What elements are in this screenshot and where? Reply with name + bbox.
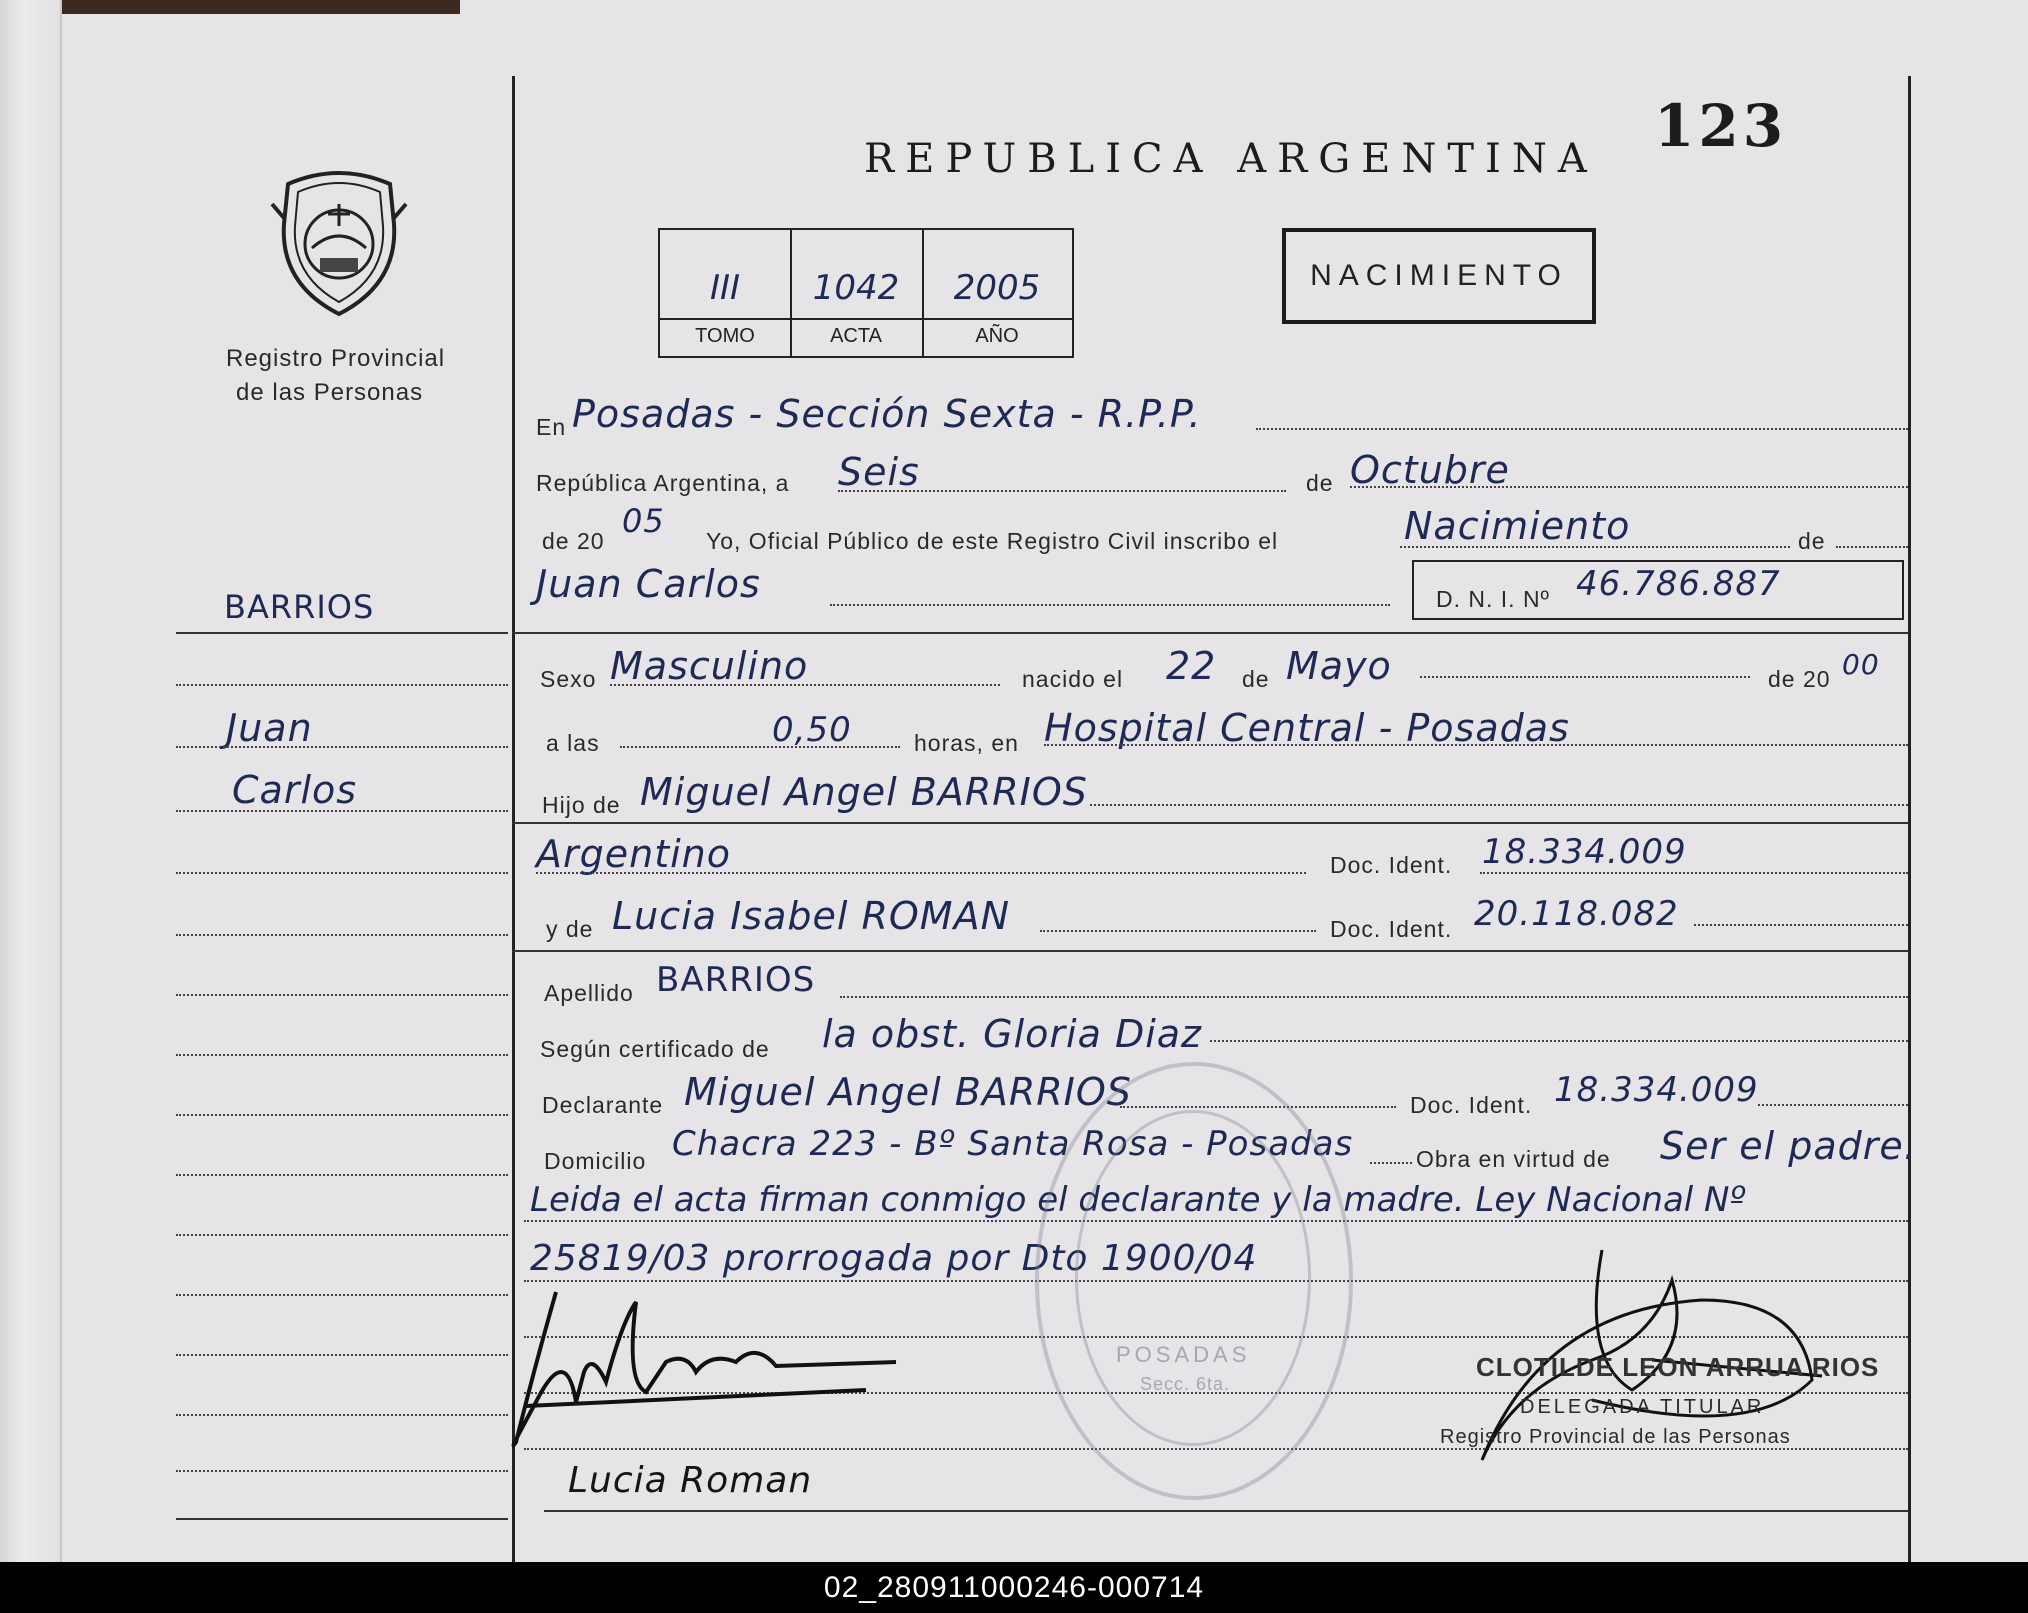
nacido-label: nacido el [1022, 666, 1124, 692]
margin-line [176, 746, 508, 748]
acta-label: ACTA [830, 325, 882, 347]
nota-line2: 25819/03 prorrogada por Dto 1900/04 [530, 1238, 1258, 1279]
margin-line [176, 810, 508, 812]
act-type-box: NACIMIENTO [1282, 228, 1596, 324]
form-right-border [1908, 76, 1911, 1562]
sexo-value: Masculino [610, 644, 809, 688]
dni-value: 46.786.887 [1576, 564, 1781, 604]
en-label: En [536, 414, 567, 440]
image-id-footer: 02_280911000246-000714 [0, 1562, 2028, 1613]
nac-anio-value: 00 [1842, 648, 1880, 681]
margin-line [176, 1414, 508, 1416]
yde-label: y de [546, 916, 594, 942]
padre-value: Miguel Angel BARRIOS [640, 770, 1088, 814]
field-line [1044, 744, 1908, 746]
field-line [1040, 930, 1316, 932]
registry-name-line1: Registro Provincial [226, 345, 446, 372]
field-line [838, 490, 1286, 492]
field-line [512, 822, 1908, 824]
field-line [620, 746, 900, 748]
field-line [830, 604, 1390, 606]
margin-line [176, 1518, 508, 1520]
registry-name-line2: de las Personas [236, 379, 424, 406]
field-line [610, 684, 1000, 686]
acta-cell [790, 230, 924, 356]
field-line [1090, 804, 1908, 806]
page-number: 123 [1654, 92, 1788, 160]
field-line [1210, 1040, 1908, 1042]
horas-label: horas, en [914, 730, 1019, 756]
a-las-label: a las [546, 730, 600, 756]
field-line [840, 996, 1908, 998]
margin-line [176, 1470, 508, 1472]
margin-line [176, 1234, 508, 1236]
registry-number-box [658, 228, 1074, 358]
margin-line [176, 1294, 508, 1296]
doc-label: Doc. Ident. [1330, 852, 1453, 878]
mother-signature: Lucia Roman [568, 1460, 813, 1501]
madre-doc-value: 20.118.082 [1474, 894, 1679, 934]
field-line [1836, 546, 1908, 548]
doc-label-2: Doc. Ident. [1330, 916, 1453, 942]
de20-label-2: de 20 [1768, 666, 1831, 692]
official-name: CLOTILDE LEON ARRUA RIOS [1476, 1352, 1880, 1382]
en-value: Posadas - Sección Sexta - R.P.P. [572, 392, 1202, 436]
acto-value: Nacimiento [1404, 504, 1631, 548]
apellido-value: BARRIOS [656, 960, 816, 1000]
hora-value: 0,50 [772, 710, 852, 750]
apellido-label: Apellido [544, 980, 634, 1006]
margin-line [176, 1174, 508, 1176]
nac-mes-value: Mayo [1286, 644, 1392, 688]
de-label-2: de [1798, 528, 1826, 554]
de-label-3: de [1242, 666, 1270, 692]
margin-line [176, 1114, 508, 1116]
official-stamp-inner [1075, 1110, 1311, 1446]
acta-value: 1042 [812, 268, 900, 308]
margin-given-name-1: Juan [226, 706, 313, 750]
document-title: REPUBLICA ARGENTINA [864, 136, 1598, 182]
margin-line [176, 1354, 508, 1356]
field-line [1694, 924, 1908, 926]
lugar-value: Hospital Central - Posadas [1044, 706, 1570, 750]
field-line [512, 950, 1908, 952]
sexo-label: Sexo [540, 666, 597, 692]
nombre-value: Juan Carlos [536, 562, 761, 606]
anio-value-text: 05 [622, 502, 665, 540]
declarant-signature [496, 1282, 916, 1472]
margin-surname: BARRIOS [224, 588, 375, 626]
margin-given-name-2: Carlos [232, 768, 358, 812]
margin-line [176, 1054, 508, 1056]
province-seal-icon [268, 164, 410, 324]
margin-line [176, 872, 508, 874]
margin-line [176, 934, 508, 936]
obra-value: Ser el padre. [1660, 1124, 1917, 1168]
tomo-value: III [709, 268, 741, 308]
book-binding [0, 0, 62, 1562]
declarante-value: Miguel Angel BARRIOS [684, 1070, 1132, 1114]
field-line [512, 632, 1908, 634]
nac-dia-value: 22 [1166, 644, 1217, 688]
de20-label: de 20 [542, 528, 605, 554]
anio-cell [922, 230, 1072, 356]
doc-label-3: Doc. Ident. [1410, 1092, 1533, 1118]
mes-value: Octubre [1350, 448, 1510, 492]
madre-value: Lucia Isabel ROMAN [612, 894, 1011, 938]
anio-label: AÑO [975, 325, 1019, 347]
nota-line1: Leida el acta firman conmigo el declarante y la madre. Ley Nacional Nº [530, 1180, 1746, 1220]
field-line [1758, 1104, 1908, 1106]
segun-label: Según certificado de [540, 1036, 770, 1062]
official-office: Registro Provincial de las Personas [1440, 1426, 1791, 1448]
stamp-text-section: Secc. 6ta. [1140, 1374, 1231, 1394]
de-label: de [1306, 470, 1334, 496]
margin-line [176, 994, 508, 996]
obra-label: Obra en virtud de [1416, 1146, 1611, 1172]
padre-nac-value: Argentino [536, 832, 731, 876]
padre-doc-value: 18.334.009 [1482, 832, 1687, 872]
yo-label: Yo, Oficial Público de este Registro Civil inscribo el [706, 528, 1279, 554]
domicilio-label: Domicilio [544, 1148, 647, 1174]
tomo-label: TOMO [695, 325, 755, 347]
domicilio-value: Chacra 223 - Bº Santa Rosa - Posadas [672, 1124, 1354, 1164]
field-line [1256, 428, 1908, 430]
field-line [544, 1510, 1908, 1512]
declarante-doc-value: 18.334.009 [1554, 1070, 1759, 1110]
field-line [1400, 546, 1790, 548]
certificado-value: la obst. Gloria Diaz [822, 1012, 1202, 1056]
anio-value: 2005 [953, 268, 1041, 308]
dia-value: Seis [838, 450, 920, 494]
stamp-text-city: POSADAS [1116, 1342, 1251, 1367]
declarante-label: Declarante [542, 1092, 664, 1118]
hijo-label: Hijo de [542, 792, 621, 818]
field-line [1420, 676, 1750, 678]
field-line [1350, 486, 1908, 488]
book-edge [0, 0, 460, 14]
official-role: DELEGADA TITULAR [1520, 1396, 1765, 1418]
margin-line [176, 684, 508, 686]
field-line [536, 872, 1306, 874]
tomo-cell [660, 230, 792, 356]
margin-line [176, 632, 508, 634]
field-line [1480, 872, 1908, 874]
field-line [1370, 1162, 1412, 1164]
dni-label: D. N. I. Nº [1436, 586, 1550, 612]
republica-label: República Argentina, a [536, 470, 790, 496]
